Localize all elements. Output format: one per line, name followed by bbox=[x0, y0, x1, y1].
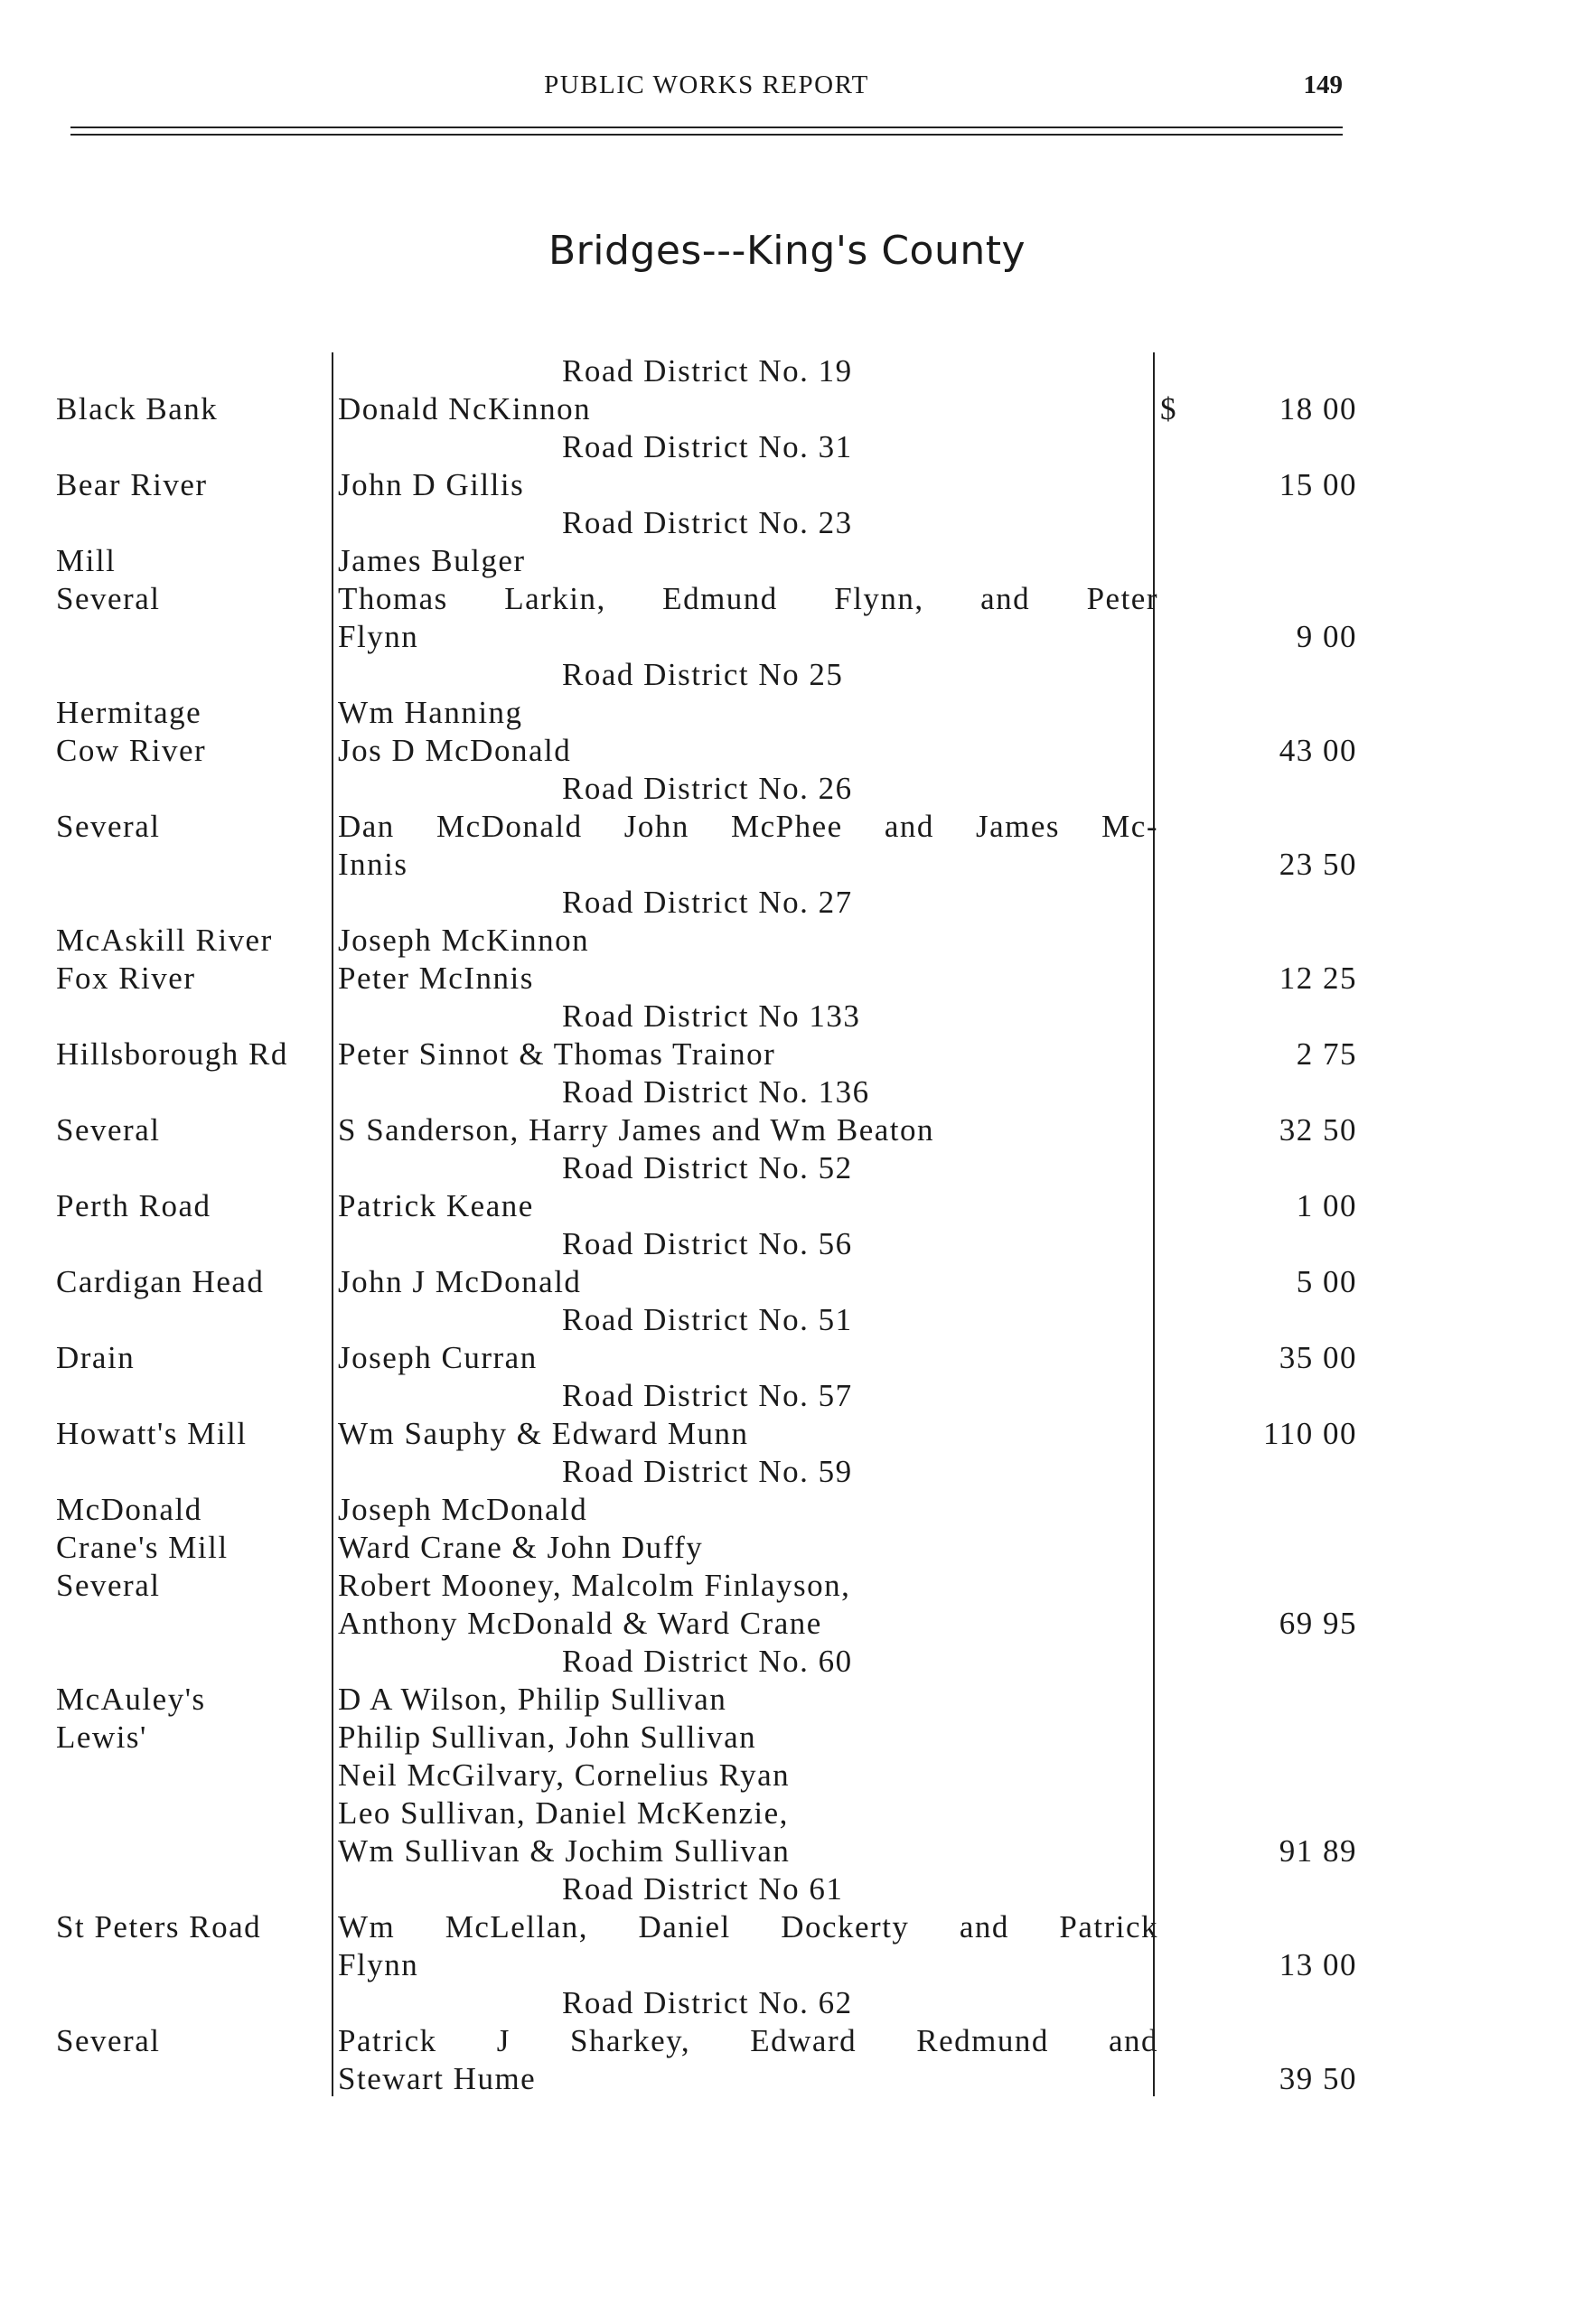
table-row bbox=[56, 808, 1357, 846]
bridge-location: Lewis' bbox=[56, 1720, 147, 1755]
contractor-names: Patrick J Sharkey, Edward Redmund and bbox=[338, 2023, 1158, 2058]
table-row bbox=[56, 1035, 1357, 1073]
district-label: Road District No. 136 bbox=[562, 1074, 870, 1110]
section-title: Bridges---King's County bbox=[548, 228, 1026, 274]
contractor-names: Jos D McDonald bbox=[338, 733, 572, 768]
table-row bbox=[56, 1415, 1357, 1453]
district-heading bbox=[56, 1870, 1357, 1908]
contractor-names: Robert Mooney, Malcolm Finlayson, bbox=[338, 1568, 851, 1603]
amount: 110 00 bbox=[1263, 1416, 1357, 1451]
district-label: Road District No. 19 bbox=[562, 353, 853, 389]
contractor-names: Flynn bbox=[338, 1947, 419, 1982]
district-heading bbox=[56, 1377, 1357, 1415]
bridge-location: McAskill River bbox=[56, 923, 273, 958]
bridges-table bbox=[56, 352, 1357, 2098]
district-label: Road District No. 31 bbox=[562, 429, 853, 464]
table-row bbox=[56, 2060, 1357, 2098]
table-row bbox=[56, 466, 1357, 504]
district-heading bbox=[56, 1301, 1357, 1339]
bridge-location: Howatt's Mill bbox=[56, 1416, 248, 1451]
bridge-location: Fox River bbox=[56, 961, 196, 996]
amount: 13 00 bbox=[1279, 1947, 1357, 1982]
bridge-location: Mill bbox=[56, 543, 117, 578]
bridge-location: Perth Road bbox=[56, 1188, 211, 1223]
running-header bbox=[70, 70, 1343, 108]
amount: 1 00 bbox=[1296, 1188, 1357, 1223]
amount: 23 50 bbox=[1279, 847, 1357, 882]
contractor-names: Neil McGilvary, Cornelius Ryan bbox=[338, 1757, 791, 1793]
contractor-names: Dan McDonald John McPhee and James Mc- bbox=[338, 809, 1158, 844]
contractor-names: Wm Sauphy & Edward Munn bbox=[338, 1416, 749, 1451]
contractor-names: Ward Crane & John Duffy bbox=[338, 1530, 704, 1565]
header-rule-bottom bbox=[70, 134, 1343, 136]
bridge-location: Several bbox=[56, 1568, 161, 1603]
district-label: Road District No. 23 bbox=[562, 505, 853, 540]
amount: 18 00 bbox=[1279, 391, 1357, 426]
amount: 69 95 bbox=[1279, 1606, 1357, 1641]
bridge-location: McAuley's bbox=[56, 1682, 206, 1717]
table-row bbox=[56, 1719, 1357, 1757]
district-heading bbox=[56, 770, 1357, 808]
table-row bbox=[56, 1795, 1357, 1832]
contractor-names: Innis bbox=[338, 847, 408, 882]
amount: 91 89 bbox=[1279, 1833, 1357, 1869]
table-row bbox=[56, 1529, 1357, 1567]
contractor-names: Anthony McDonald & Ward Crane bbox=[338, 1606, 822, 1641]
table-row bbox=[56, 1832, 1357, 1870]
bridge-location: Several bbox=[56, 2023, 161, 2058]
district-heading bbox=[56, 884, 1357, 922]
district-label: Road District No. 57 bbox=[562, 1378, 853, 1413]
amount: 32 50 bbox=[1279, 1112, 1357, 1148]
contractor-names: Thomas Larkin, Edmund Flynn, and Peter bbox=[338, 581, 1158, 616]
contractor-names: Leo Sullivan, Daniel McKenzie, bbox=[338, 1795, 789, 1831]
district-heading bbox=[56, 504, 1357, 542]
bridge-location: Drain bbox=[56, 1340, 136, 1375]
district-heading bbox=[56, 1643, 1357, 1681]
amount: 2 75 bbox=[1296, 1036, 1357, 1072]
district-heading bbox=[56, 656, 1357, 694]
bridge-location: Bear River bbox=[56, 467, 208, 502]
dollar-sign: $ bbox=[1160, 391, 1177, 426]
district-heading bbox=[56, 1453, 1357, 1491]
bridge-location: Cardigan Head bbox=[56, 1264, 265, 1299]
table-row bbox=[56, 1111, 1357, 1149]
contractor-names: Flynn bbox=[338, 619, 419, 654]
amount: 9 00 bbox=[1296, 619, 1357, 654]
contractor-names: John D Gillis bbox=[338, 467, 525, 502]
table-row bbox=[56, 960, 1357, 998]
table-row bbox=[56, 1946, 1357, 1984]
contractor-names: Patrick Keane bbox=[338, 1188, 534, 1223]
running-title: PUBLIC WORKS REPORT bbox=[544, 70, 869, 99]
table-row bbox=[56, 390, 1357, 428]
table-row bbox=[56, 1757, 1357, 1795]
district-heading bbox=[56, 1149, 1357, 1187]
district-heading bbox=[56, 1984, 1357, 2022]
contractor-names: Joseph Curran bbox=[338, 1340, 538, 1375]
bridge-location: McDonald bbox=[56, 1492, 202, 1527]
district-label: Road District No. 59 bbox=[562, 1454, 853, 1489]
contractor-names: S Sanderson, Harry James and Wm Beaton bbox=[338, 1112, 934, 1148]
contractor-names: Stewart Hume bbox=[338, 2061, 537, 2096]
contractor-names: Philip Sullivan, John Sullivan bbox=[338, 1720, 757, 1755]
amount: 39 50 bbox=[1279, 2061, 1357, 2096]
amount: 43 00 bbox=[1279, 733, 1357, 768]
amount: 35 00 bbox=[1279, 1340, 1357, 1375]
district-heading bbox=[56, 998, 1357, 1035]
district-label: Road District No 61 bbox=[562, 1871, 844, 1907]
bridge-location: Crane's Mill bbox=[56, 1530, 229, 1565]
table-row bbox=[56, 1605, 1357, 1643]
district-label: Road District No 25 bbox=[562, 657, 844, 692]
contractor-names: Joseph McDonald bbox=[338, 1492, 588, 1527]
bridge-location: Several bbox=[56, 581, 161, 616]
bridge-location: Cow River bbox=[56, 733, 207, 768]
contractor-names: Wm Hanning bbox=[338, 695, 523, 730]
table-row bbox=[56, 1187, 1357, 1225]
district-label: Road District No. 60 bbox=[562, 1644, 853, 1679]
table-row bbox=[56, 618, 1357, 656]
amount: 15 00 bbox=[1279, 467, 1357, 502]
contractor-names: Wm Sullivan & Jochim Sullivan bbox=[338, 1833, 791, 1869]
table-row bbox=[56, 1263, 1357, 1301]
district-heading bbox=[56, 428, 1357, 466]
table-body bbox=[56, 352, 1357, 2098]
district-label: Road District No 133 bbox=[562, 998, 861, 1034]
contractor-names: Peter McInnis bbox=[338, 961, 534, 996]
table-row bbox=[56, 846, 1357, 884]
table-row bbox=[56, 542, 1357, 580]
bridge-location: Hermitage bbox=[56, 695, 202, 730]
table-row bbox=[56, 580, 1357, 618]
district-label: Road District No. 52 bbox=[562, 1150, 853, 1185]
district-label: Road District No. 27 bbox=[562, 885, 853, 920]
header-rule-top bbox=[70, 127, 1343, 128]
district-label: Road District No. 62 bbox=[562, 1985, 853, 2020]
contractor-names: Peter Sinnot & Thomas Trainor bbox=[338, 1036, 776, 1072]
contractor-names: Joseph McKinnon bbox=[338, 923, 590, 958]
contractor-names: D A Wilson, Philip Sullivan bbox=[338, 1682, 727, 1717]
bridge-location: Several bbox=[56, 809, 161, 844]
contractor-names: John J McDonald bbox=[338, 1264, 582, 1299]
district-label: Road District No. 51 bbox=[562, 1302, 853, 1337]
district-heading bbox=[56, 1073, 1357, 1111]
amount: 12 25 bbox=[1279, 961, 1357, 996]
district-heading bbox=[56, 352, 1357, 390]
table-row bbox=[56, 1339, 1357, 1377]
bridge-location: Hillsborough Rd bbox=[56, 1036, 288, 1072]
contractor-names: James Bulger bbox=[338, 543, 526, 578]
table-row bbox=[56, 1567, 1357, 1605]
bridge-location: Black Bank bbox=[56, 391, 219, 426]
table-row bbox=[56, 732, 1357, 770]
table-row bbox=[56, 1908, 1357, 1946]
contractor-names: Wm McLellan, Daniel Dockerty and Patrick bbox=[338, 1909, 1158, 1944]
table-row bbox=[56, 694, 1357, 732]
district-label: Road District No. 26 bbox=[562, 771, 853, 806]
contractor-names: Donald NcKinnon bbox=[338, 391, 592, 426]
table-row bbox=[56, 2022, 1357, 2060]
amount: 5 00 bbox=[1296, 1264, 1357, 1299]
district-label: Road District No. 56 bbox=[562, 1226, 853, 1261]
bridge-location: Several bbox=[56, 1112, 161, 1148]
table-row bbox=[56, 1681, 1357, 1719]
bridge-location: St Peters Road bbox=[56, 1909, 262, 1944]
table-row bbox=[56, 1491, 1357, 1529]
table-row bbox=[56, 922, 1357, 960]
page-number: 149 bbox=[1303, 70, 1343, 99]
district-heading bbox=[56, 1225, 1357, 1263]
